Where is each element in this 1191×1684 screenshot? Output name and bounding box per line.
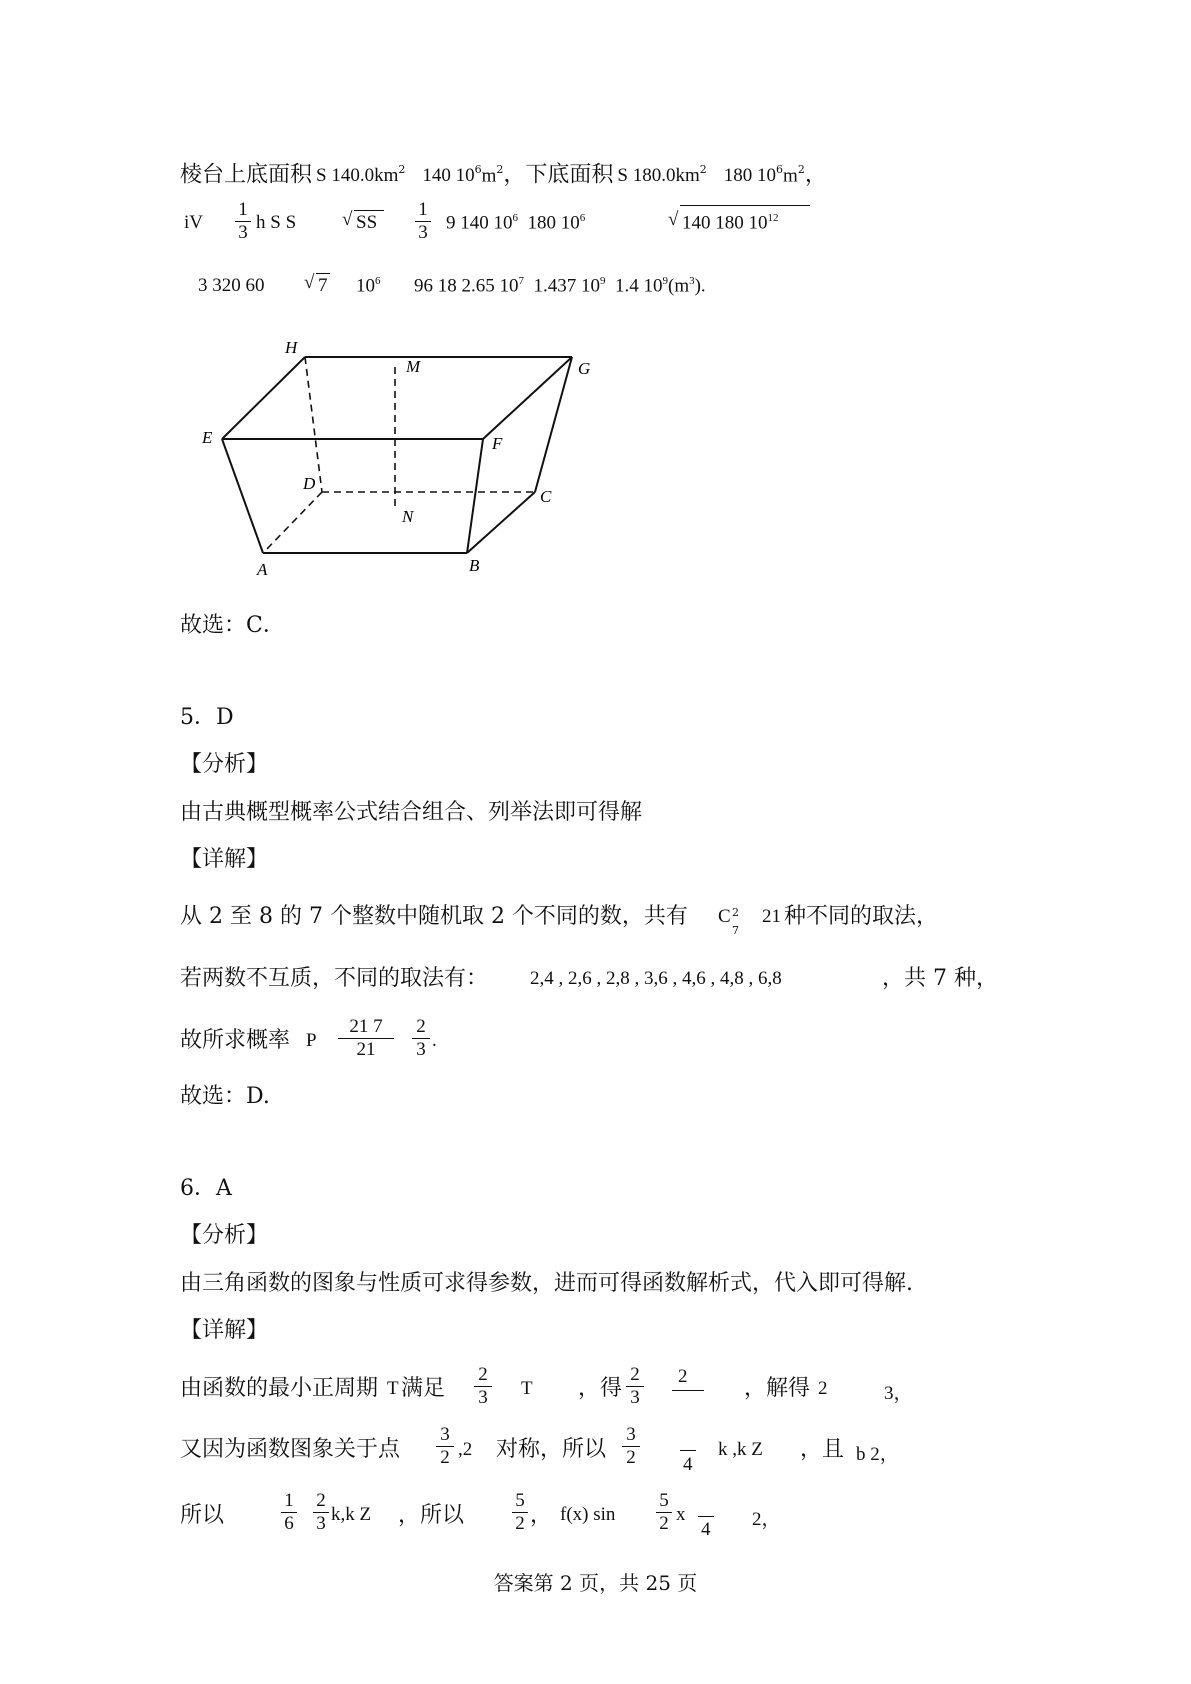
text: ，下底面积 (503, 162, 614, 188)
math: 2 (818, 1378, 828, 1399)
math: SS (356, 212, 378, 233)
fraction (474, 1364, 492, 1409)
text: ， (804, 162, 827, 188)
text: ， (530, 1503, 553, 1528)
text: 故所求概率 (180, 1028, 291, 1053)
math: 21 (762, 906, 781, 927)
label-B: B (469, 556, 480, 575)
q5-analysis-tag: 【分析】 (180, 752, 269, 777)
fraction (626, 1364, 644, 1409)
sup: 6 (474, 163, 482, 176)
edge-FB (467, 439, 483, 553)
text: ，解得 (744, 1376, 811, 1401)
label-E: E (202, 428, 213, 447)
math: b 2， (856, 1444, 899, 1465)
sup: 2 (496, 163, 504, 176)
math: iV (184, 212, 203, 233)
math: 4 (683, 1454, 693, 1475)
text: (m (668, 275, 690, 297)
numerator: 1 (281, 1490, 297, 1513)
math: 2 (678, 1366, 688, 1387)
text: 种不同的取法， (784, 904, 939, 929)
text: 由函数的最小正周期 (180, 1376, 379, 1401)
fraction (313, 1490, 329, 1535)
denominator: 3 (478, 1387, 488, 1408)
fraction (338, 1016, 394, 1061)
text: 棱台上底面积 (180, 162, 313, 188)
math: 140 10 (422, 165, 475, 187)
label-F: F (492, 434, 503, 453)
numerator: 5 (656, 1490, 672, 1513)
text: 1.437 10 (533, 275, 600, 297)
pairs: 2,4 , 2,6 , 2,8 , 3,6 , 4,6 , 4,8 , 6,8 (530, 968, 782, 989)
math (446, 212, 585, 234)
fraction (656, 1490, 672, 1535)
math: P (306, 1030, 317, 1051)
label-G: G (578, 359, 591, 378)
math: 3， (884, 1383, 913, 1404)
math: T (387, 1378, 399, 1399)
math: m (481, 165, 497, 187)
denominator: 3 (630, 1387, 640, 1408)
numerator: 3 (436, 1424, 454, 1447)
numerator: 2 (474, 1364, 492, 1387)
fraction (235, 199, 251, 244)
text: ，且 (800, 1437, 845, 1462)
sup: 3 (689, 275, 695, 287)
q6-analysis-tag: 【分析】 (180, 1223, 269, 1248)
sup: 7 (518, 275, 524, 287)
q6-analysis: 由三角函数的图象与性质可求得参数，进而可得函数解析式，代入即可得解. (180, 1271, 913, 1296)
text: 1.4 10 (615, 275, 663, 297)
denominator: 3 (418, 222, 428, 243)
math (414, 275, 706, 297)
denominator: 21 (356, 1039, 376, 1060)
fraction (415, 199, 431, 244)
math: k ,k Z (718, 1439, 763, 1460)
denominator: 2 (626, 1447, 636, 1468)
sup: 2 (398, 163, 406, 176)
edge-BC (467, 492, 535, 553)
sqrt-bar (354, 210, 384, 211)
edge-DA (263, 492, 322, 553)
fraction (281, 1490, 297, 1535)
edge-GC (535, 357, 572, 492)
denominator: 3 (316, 1513, 326, 1534)
math: T (521, 1378, 533, 1399)
math: 4 (701, 1519, 711, 1540)
fraction-bar (698, 1516, 714, 1517)
numerator: 3 (622, 1424, 640, 1447)
sup: 6 (375, 275, 381, 287)
denominator: 2 (440, 1447, 450, 1468)
numerator: 2 (412, 1016, 430, 1039)
math: 180 10 (723, 165, 777, 187)
text: ). (694, 275, 706, 297)
math (682, 212, 779, 234)
edge-HE (222, 357, 305, 439)
text: 10 (356, 275, 375, 297)
sup: 2 (699, 163, 707, 176)
combination-sub: 7 (732, 924, 739, 937)
math: ,2 (458, 1439, 473, 1460)
text: 9 140 10 (446, 212, 513, 234)
text: ，所以 (398, 1503, 465, 1528)
math: . (432, 1030, 437, 1051)
sup: 2 (797, 163, 805, 176)
text: 若两数不互质，不同的取法有： (180, 966, 489, 991)
sqrt-sign: √ (304, 272, 315, 293)
fraction-bar (672, 1390, 704, 1391)
math: 7 (318, 275, 328, 296)
math: S 180.0km (617, 165, 700, 187)
label-M: M (406, 357, 421, 376)
denominator: 3 (416, 1039, 426, 1060)
text: 从 2 至 8 的 7 个整数中随机取 2 个不同的数，共有 (180, 904, 688, 929)
label-N: N (402, 507, 414, 526)
sup: 9 (600, 275, 606, 287)
text: 所以 (180, 1503, 225, 1528)
sup: 9 (662, 275, 668, 287)
math: h S S (256, 212, 297, 233)
sqrt-sign: √ (668, 209, 679, 230)
label-C: C (540, 487, 552, 506)
text: 又因为函数图象关于点 (180, 1437, 401, 1462)
page-footer: 答案第 2 页，共 25 页 (493, 1571, 698, 1595)
label-H: H (285, 338, 298, 357)
sqrt-sign: √ (342, 209, 353, 230)
q5-heading: 5．D (180, 705, 234, 730)
math: S 140.0km (316, 165, 399, 187)
math: 2， (752, 1509, 781, 1530)
text: 满足 (401, 1376, 446, 1401)
label-D: D (303, 474, 316, 493)
q5-detail-tag: 【详解】 (180, 847, 269, 872)
sqrt-bar (680, 205, 810, 206)
math: k,k Z (331, 1504, 372, 1525)
math: f(x) sin (560, 1504, 616, 1525)
edge-EA (222, 439, 263, 553)
fraction (512, 1490, 528, 1535)
numerator: 5 (512, 1490, 528, 1513)
sup: 6 (776, 163, 784, 176)
edge-FG (483, 357, 572, 439)
choose-line-4: 故选：C． (180, 613, 285, 638)
math: x (676, 1504, 686, 1525)
denominator: 2 (659, 1513, 669, 1534)
combination-sup: 2 (732, 906, 739, 919)
fraction (412, 1016, 430, 1061)
text: ，得 (578, 1376, 623, 1401)
numerator: 1 (415, 199, 431, 222)
denominator: 6 (284, 1513, 294, 1534)
text: ，共 7 种， (882, 966, 998, 991)
combination-C: C (718, 906, 731, 927)
text: 对称，所以 (496, 1437, 607, 1462)
q5-choose: 故选：D. (180, 1084, 270, 1109)
denominator: 3 (238, 222, 248, 243)
numerator: 2 (313, 1490, 329, 1513)
denominator: 2 (515, 1513, 525, 1534)
math: m (783, 165, 798, 187)
edge-HD (305, 357, 322, 492)
sup: 12 (767, 212, 779, 224)
sup: 6 (512, 212, 518, 224)
numerator: 1 (235, 199, 251, 222)
text: 96 18 2.65 10 (414, 275, 519, 297)
fraction-bar (680, 1450, 696, 1451)
q6-heading: 6．A (180, 1176, 232, 1201)
q5-analysis: 由古典概型概率公式结合组合、列举法即可得解 (180, 800, 643, 825)
math (356, 275, 381, 297)
numerator: 2 (626, 1364, 644, 1387)
text: 180 10 (527, 212, 580, 234)
text: 140 180 10 (682, 212, 768, 234)
fraction (436, 1424, 454, 1469)
frustum-figure (180, 330, 620, 590)
label-A: A (257, 560, 268, 579)
math: 3 320 60 (198, 275, 265, 296)
numerator: 21 7 (338, 1016, 394, 1039)
fraction (622, 1424, 640, 1469)
sup: 6 (579, 212, 586, 224)
volume-line-1 (180, 157, 827, 189)
q6-detail-tag: 【详解】 (180, 1318, 269, 1343)
sqrt-bar (316, 273, 330, 274)
